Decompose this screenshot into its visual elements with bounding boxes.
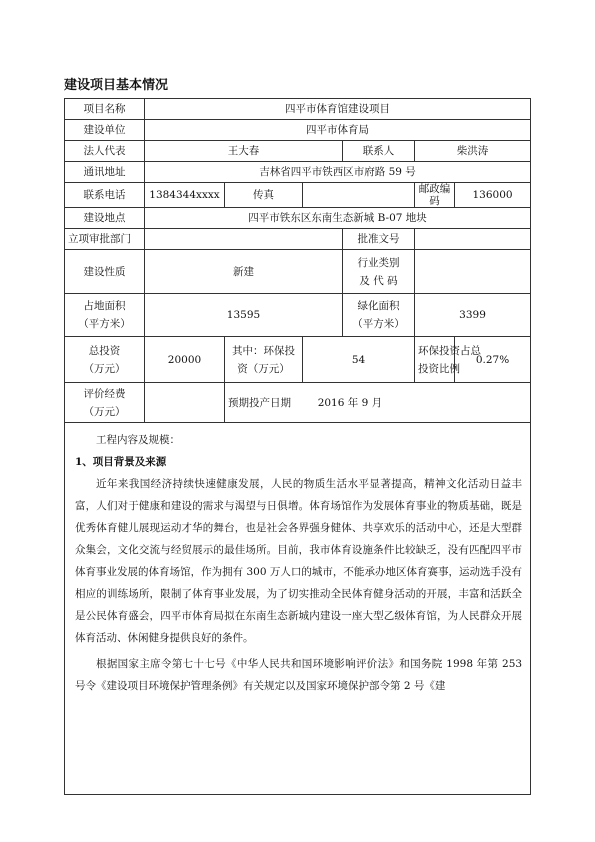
description-cell — [65, 423, 531, 795]
section-title: 1、项目背景及来源 — [75, 456, 167, 468]
project-info-table — [64, 98, 531, 795]
value-address: 吉林省四平市铁西区市府路 59 号 — [145, 162, 531, 183]
paragraph-legal-basis: 根据国家主席令第七十七号《中华人民共和国环境影响评价法》和国务院 1998 年第 253 号令《建设项目环境保护管理条例》有关规定以及国家环境保护部令第 2 号《建 — [75, 658, 523, 692]
label-legal-rep: 法人代表 — [65, 141, 145, 162]
label-phone: 联系电话 — [65, 183, 145, 208]
value-approval-doc — [415, 229, 531, 250]
label-env-ratio — [415, 337, 481, 383]
value-contact: 柴洪涛 — [415, 141, 531, 162]
label-industry-line2: 及 代 码 — [359, 274, 398, 287]
row-legal-rep — [65, 141, 531, 162]
label-area — [65, 294, 145, 337]
label-industry-line1: 行业类别 — [357, 256, 400, 269]
value-env-ratio: 0.27% — [455, 337, 531, 383]
value-legal-rep: 王大春 — [145, 141, 343, 162]
label-investment-line2: （万元） — [83, 362, 126, 375]
label-green-line1: 绿化面积 — [357, 300, 400, 312]
row-phone — [65, 183, 531, 208]
label-approval: 立项审批部门 — [65, 229, 145, 250]
label-investment — [65, 337, 145, 383]
page-title: 建设项目基本情况 — [64, 78, 169, 93]
label-eval-line2: （万元） — [83, 405, 126, 418]
value-investment: 20000 — [145, 337, 225, 383]
label-area-line1: 占地面积 — [83, 300, 126, 312]
value-industry — [415, 250, 531, 294]
row-project-name — [65, 99, 531, 120]
row-location — [65, 208, 531, 229]
value-location: 四平市铁东区东南生态新城 B-07 地块 — [145, 208, 531, 229]
row-eval — [65, 383, 531, 423]
label-industry — [343, 250, 415, 294]
label-env-ratio-line2: 投资比例 — [418, 362, 460, 375]
value-expected-date: 2016 年 9 月 — [317, 396, 383, 409]
label-project-name: 项目名称 — [65, 99, 145, 120]
row-builder — [65, 120, 531, 141]
label-eval-line1: 评价经费 — [83, 387, 126, 400]
label-eval — [65, 383, 145, 423]
label-location: 建设地点 — [65, 208, 145, 229]
row-description — [65, 423, 531, 795]
row-area — [65, 294, 531, 337]
label-env-investment-line1: 其中：环保投 — [232, 344, 295, 357]
label-env-ratio-line1: 环保投资占总 — [418, 344, 481, 357]
row-address — [65, 162, 531, 183]
value-green: 3399 — [415, 294, 531, 337]
value-builder: 四平市体育局 — [145, 120, 531, 141]
label-expected-date: 预期投产日期 — [228, 396, 291, 409]
row-nature — [65, 250, 531, 294]
value-nature: 新建 — [145, 250, 343, 294]
label-area-line2: （平方米） — [78, 318, 131, 330]
label-env-investment — [225, 337, 303, 383]
label-address: 通讯地址 — [65, 162, 145, 183]
label-green-line2: （平方米） — [352, 318, 405, 330]
value-fax — [303, 183, 415, 208]
paragraph-background: 近年来我国经济持续快速健康发展，人民的物质生活水平显著提高，精神文化活动日益丰富，人们对于健康和建设的需求与渴望与日俱增。体育场馆作为发展体育事业的物质基础，既是优秀体育健儿展现运动才华的舞台，也是社会各界强身健体、共享欢乐的活动中心，还是大型群众集会，文化交流与经贸展示的最佳场所。目前，我市体育设施条件比较缺乏，没有匹配四平市体育事业发展的体育场馆，作为拥有 300 万人口的城市，不能承办地区体育赛事，运动选手没有相应的训练场所，限制了体育事业发展，为了切实推动全民体育健身活动的开展，丰富和活跃全是公民体育盛会，四平市体育局拟在东南生态新城内建设一座大型乙级体育馆，为人民群众开展体育活动、休闲健身提供良好的条件。 — [75, 478, 523, 644]
value-approval — [145, 229, 343, 250]
value-area: 13595 — [145, 294, 343, 337]
label-env-investment-line2: 资（万元） — [237, 362, 290, 375]
label-contact: 联系人 — [343, 141, 415, 162]
value-env-investment: 54 — [303, 337, 415, 383]
label-investment-line1: 总投资 — [88, 344, 121, 357]
label-fax: 传真 — [225, 183, 303, 208]
expected-date-cell — [225, 383, 531, 423]
row-approval — [65, 229, 531, 250]
label-nature: 建设性质 — [65, 250, 145, 294]
label-postcode: 邮政编码 — [415, 183, 455, 208]
row-investment — [65, 337, 531, 383]
value-phone: 1384344xxxx — [145, 183, 225, 208]
description-intro: 工程内容及规模： — [96, 434, 180, 446]
label-green — [343, 294, 415, 337]
label-approval-doc: 批准文号 — [343, 229, 415, 250]
value-project-name: 四平市体育馆建设项目 — [145, 99, 531, 120]
value-postcode: 136000 — [455, 183, 531, 208]
value-eval — [145, 383, 225, 423]
label-builder: 建设单位 — [65, 120, 145, 141]
